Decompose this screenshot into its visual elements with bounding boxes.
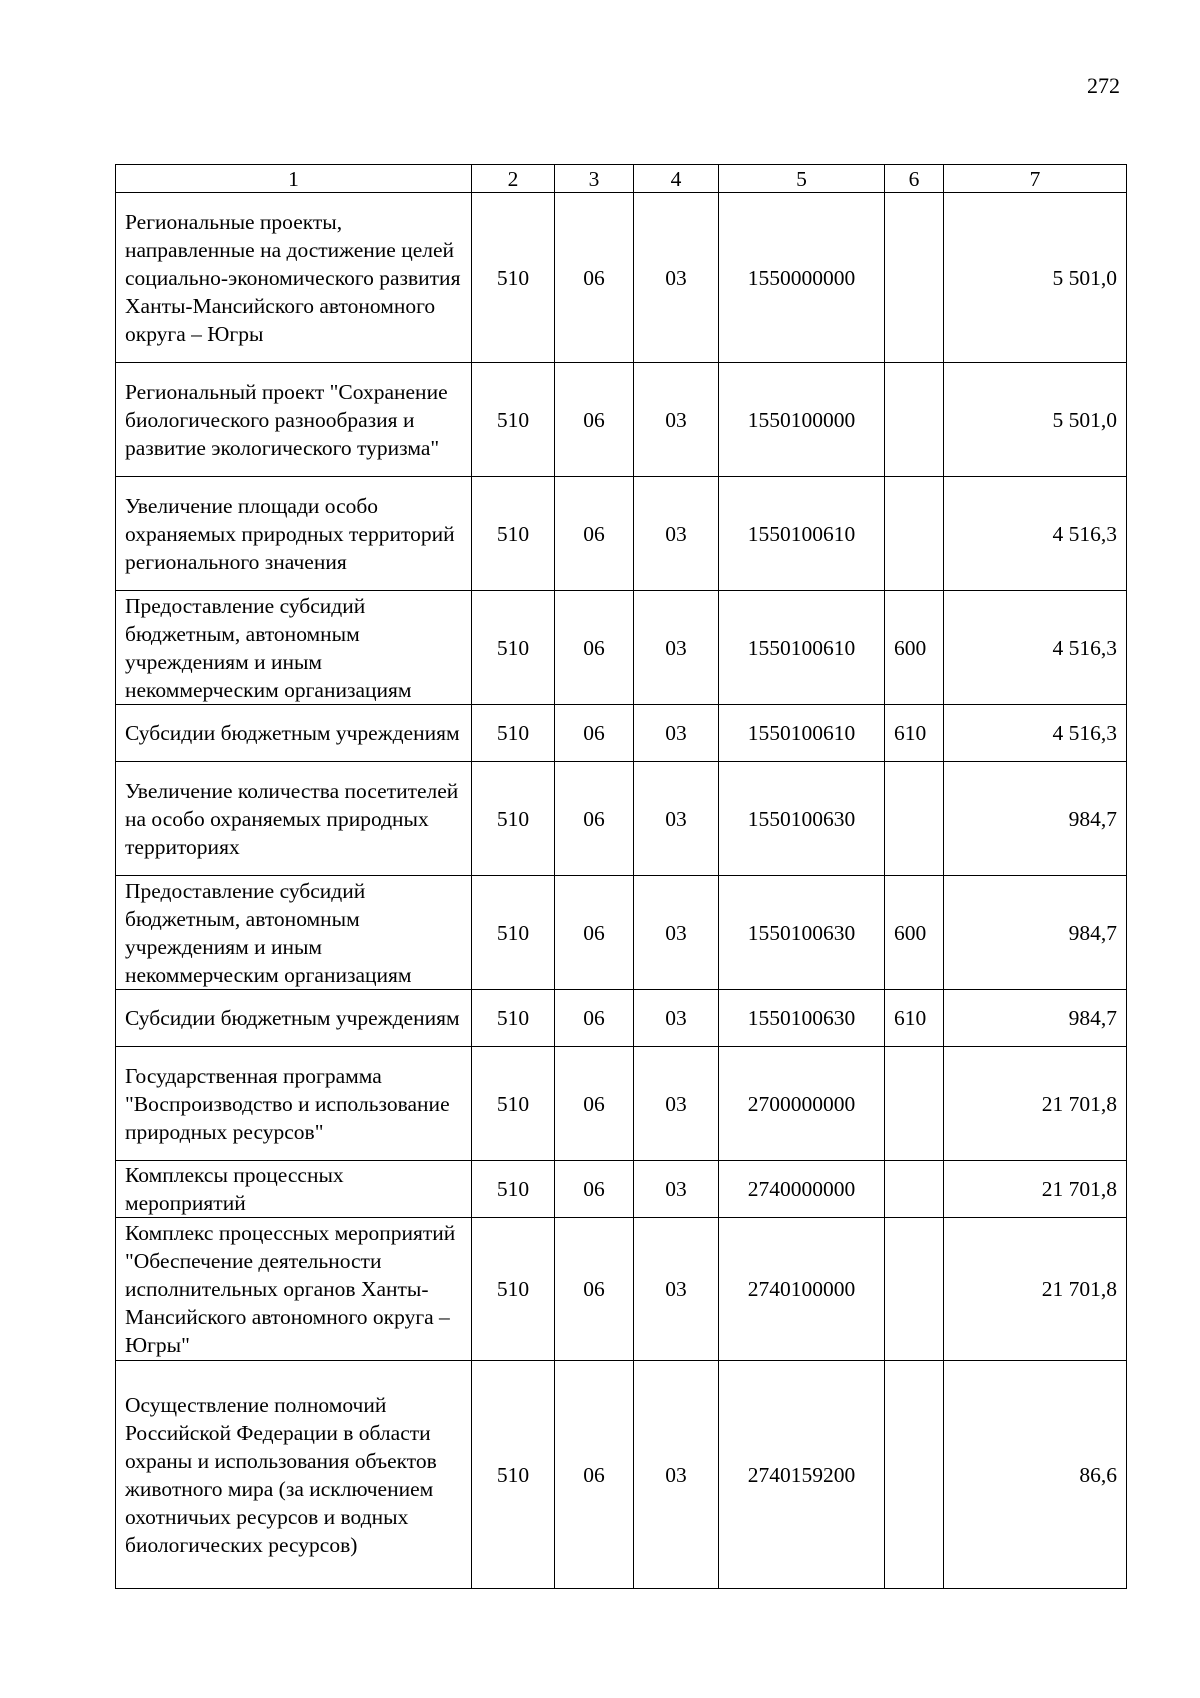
row-target-article-cell: 1550100630 bbox=[719, 990, 885, 1047]
header-cell: 4 bbox=[634, 165, 719, 193]
row-name-cell: Субсидии бюджетным учреждениям bbox=[116, 990, 472, 1047]
row-name-cell: Увеличение площади особо охраняемых природных территорий регионального значения bbox=[116, 477, 472, 591]
row-amount-cell: 21 701,8 bbox=[944, 1161, 1127, 1218]
row-subsection-cell: 03 bbox=[634, 363, 719, 477]
header-cell: 3 bbox=[555, 165, 634, 193]
table-row bbox=[116, 477, 1127, 591]
table-row bbox=[116, 363, 1127, 477]
row-subsection-cell: 03 bbox=[634, 762, 719, 876]
row-section-cell: 06 bbox=[555, 762, 634, 876]
row-code-cell: 510 bbox=[472, 1047, 555, 1161]
row-section-cell: 06 bbox=[555, 193, 634, 363]
row-amount-cell: 4 516,3 bbox=[944, 705, 1127, 762]
row-expense-type-cell bbox=[885, 1161, 944, 1218]
row-code-cell: 510 bbox=[472, 591, 555, 705]
row-name-cell: Комплекс процессных мероприятий "Обеспечение деятельности исполнительных органов Ханты-Мансийского автономного округа – Югры" bbox=[116, 1218, 472, 1361]
row-amount-cell: 984,7 bbox=[944, 762, 1127, 876]
table-header-row bbox=[116, 165, 1127, 193]
row-target-article-cell: 2740000000 bbox=[719, 1161, 885, 1218]
row-subsection-cell: 03 bbox=[634, 477, 719, 591]
row-subsection-cell: 03 bbox=[634, 705, 719, 762]
table-row bbox=[116, 1361, 1127, 1589]
table-row bbox=[116, 876, 1127, 990]
row-code-cell: 510 bbox=[472, 1361, 555, 1589]
row-target-article-cell: 1550100630 bbox=[719, 762, 885, 876]
row-name-cell: Предоставление субсидий бюджетным, автономным учреждениям и иным некоммерческим организациям bbox=[116, 591, 472, 705]
row-target-article-cell: 1550100000 bbox=[719, 363, 885, 477]
row-amount-cell: 4 516,3 bbox=[944, 477, 1127, 591]
row-section-cell: 06 bbox=[555, 876, 634, 990]
row-expense-type-cell bbox=[885, 762, 944, 876]
row-expense-type-cell bbox=[885, 1218, 944, 1361]
row-expense-type-cell: 600 bbox=[885, 876, 944, 990]
row-subsection-cell: 03 bbox=[634, 990, 719, 1047]
row-code-cell: 510 bbox=[472, 1218, 555, 1361]
table-row bbox=[116, 762, 1127, 876]
row-target-article-cell: 1550000000 bbox=[719, 193, 885, 363]
row-expense-type-cell: 610 bbox=[885, 990, 944, 1047]
row-amount-cell: 21 701,8 bbox=[944, 1218, 1127, 1361]
row-section-cell: 06 bbox=[555, 363, 634, 477]
row-code-cell: 510 bbox=[472, 990, 555, 1047]
row-subsection-cell: 03 bbox=[634, 1218, 719, 1361]
table-row bbox=[116, 1218, 1127, 1361]
row-amount-cell: 4 516,3 bbox=[944, 591, 1127, 705]
row-section-cell: 06 bbox=[555, 477, 634, 591]
row-subsection-cell: 03 bbox=[634, 1047, 719, 1161]
row-section-cell: 06 bbox=[555, 591, 634, 705]
table-row bbox=[116, 990, 1127, 1047]
row-section-cell: 06 bbox=[555, 1218, 634, 1361]
row-expense-type-cell bbox=[885, 1047, 944, 1161]
row-section-cell: 06 bbox=[555, 705, 634, 762]
row-name-cell: Увеличение количества посетителей на особо охраняемых природных территориях bbox=[116, 762, 472, 876]
table-row bbox=[116, 193, 1127, 363]
row-code-cell: 510 bbox=[472, 876, 555, 990]
row-code-cell: 510 bbox=[472, 705, 555, 762]
row-name-cell: Комплексы процессных мероприятий bbox=[116, 1161, 472, 1218]
row-subsection-cell: 03 bbox=[634, 193, 719, 363]
row-code-cell: 510 bbox=[472, 1161, 555, 1218]
table-row bbox=[116, 591, 1127, 705]
row-amount-cell: 984,7 bbox=[944, 876, 1127, 990]
row-amount-cell: 984,7 bbox=[944, 990, 1127, 1047]
row-name-cell: Предоставление субсидий бюджетным, автономным учреждениям и иным некоммерческим организациям bbox=[116, 876, 472, 990]
header-cell: 7 bbox=[944, 165, 1127, 193]
row-expense-type-cell: 610 bbox=[885, 705, 944, 762]
row-section-cell: 06 bbox=[555, 1361, 634, 1589]
row-target-article-cell: 2740100000 bbox=[719, 1218, 885, 1361]
row-target-article-cell: 1550100610 bbox=[719, 705, 885, 762]
row-section-cell: 06 bbox=[555, 1161, 634, 1218]
row-amount-cell: 5 501,0 bbox=[944, 193, 1127, 363]
table-row bbox=[116, 1047, 1127, 1161]
table-row bbox=[116, 1161, 1127, 1218]
header-cell: 2 bbox=[472, 165, 555, 193]
row-subsection-cell: 03 bbox=[634, 876, 719, 990]
row-target-article-cell: 1550100630 bbox=[719, 876, 885, 990]
row-expense-type-cell bbox=[885, 363, 944, 477]
header-cell: 1 bbox=[116, 165, 472, 193]
header-cell: 6 bbox=[885, 165, 944, 193]
row-name-cell: Субсидии бюджетным учреждениям bbox=[116, 705, 472, 762]
row-name-cell: Государственная программа "Воспроизводство и использование природных ресурсов" bbox=[116, 1047, 472, 1161]
row-amount-cell: 5 501,0 bbox=[944, 363, 1127, 477]
row-name-cell: Региональные проекты, направленные на достижение целей социально-экономического развития Ханты-Мансийского автономного округа – Югры bbox=[116, 193, 472, 363]
page-number: 272 bbox=[1087, 73, 1120, 98]
row-section-cell: 06 bbox=[555, 990, 634, 1047]
row-name-cell: Региональный проект "Сохранение биологического разнообразия и развитие экологического туризма" bbox=[116, 363, 472, 477]
table-row bbox=[116, 705, 1127, 762]
row-code-cell: 510 bbox=[472, 762, 555, 876]
row-code-cell: 510 bbox=[472, 477, 555, 591]
row-subsection-cell: 03 bbox=[634, 1361, 719, 1589]
row-amount-cell: 21 701,8 bbox=[944, 1047, 1127, 1161]
row-code-cell: 510 bbox=[472, 363, 555, 477]
row-target-article-cell: 1550100610 bbox=[719, 591, 885, 705]
row-code-cell: 510 bbox=[472, 193, 555, 363]
row-subsection-cell: 03 bbox=[634, 1161, 719, 1218]
row-expense-type-cell bbox=[885, 193, 944, 363]
row-target-article-cell: 2700000000 bbox=[719, 1047, 885, 1161]
row-subsection-cell: 03 bbox=[634, 591, 719, 705]
row-expense-type-cell bbox=[885, 477, 944, 591]
header-cell: 5 bbox=[719, 165, 885, 193]
budget-table bbox=[115, 164, 1127, 1589]
row-amount-cell: 86,6 bbox=[944, 1361, 1127, 1589]
row-target-article-cell: 2740159200 bbox=[719, 1361, 885, 1589]
row-section-cell: 06 bbox=[555, 1047, 634, 1161]
row-name-cell: Осуществление полномочий Российской Федерации в области охраны и использования объектов животного мира (за исключением охотничьих ресурсов и водных биологических ресурсов) bbox=[116, 1361, 472, 1589]
row-target-article-cell: 1550100610 bbox=[719, 477, 885, 591]
row-expense-type-cell bbox=[885, 1361, 944, 1589]
row-expense-type-cell: 600 bbox=[885, 591, 944, 705]
